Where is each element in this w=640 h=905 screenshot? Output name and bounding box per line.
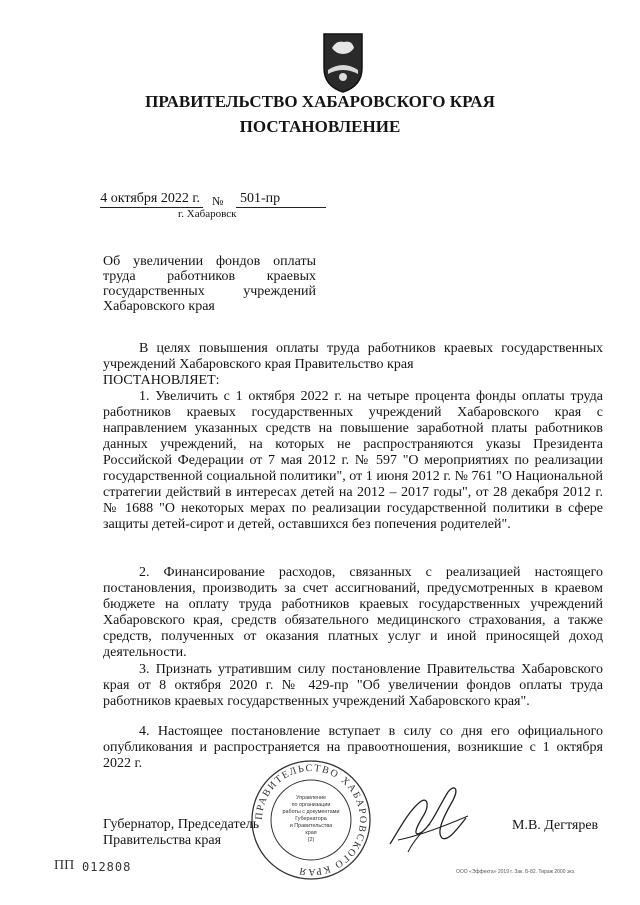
signatory-role-line2: Правительства края <box>103 833 222 848</box>
signatory-role <box>103 817 259 849</box>
number-sign: № <box>212 194 224 208</box>
doc-date: 4 октября 2022 г. <box>100 191 200 206</box>
resolve-word: ПОСТАНОВЛЯЕТ: <box>103 373 220 388</box>
seal-line: по организации <box>291 802 331 808</box>
number-underline <box>236 207 326 208</box>
signatory-role-line1: Губернатор, Председатель <box>103 817 260 832</box>
seal-ring-text: ПРАВИТЕЛЬСТВО ХАБАРОВСКОГО КРАЯ <box>253 762 369 878</box>
seal-line: работы с документами <box>282 809 340 815</box>
seal-line: (2) <box>307 837 315 843</box>
coat-of-arms-icon <box>320 30 366 94</box>
org-title: ПРАВИТЕЛЬСТВО ХАБАРОВСКОГО КРАЯ <box>145 92 495 111</box>
doc-number: 501-пр <box>240 191 281 206</box>
seal-line: края <box>305 830 317 836</box>
seal-line: и Правительства <box>289 823 333 829</box>
seal-line: Управление <box>296 795 326 801</box>
doc-city: г. Хабаровск <box>178 208 237 220</box>
doc-type: ПОСТАНОВЛЕНИЕ <box>239 117 401 136</box>
signatory-name: М.В. Дегтярев <box>512 818 599 833</box>
handwritten-signature <box>378 778 478 862</box>
printer-imprint: ООО «Эффекта» 2019 г. Зак. Б-82. Тираж 2000 экз. <box>456 869 576 875</box>
preamble: В целях повышения оплаты труда работников краевых государственных учреждений Хабаровского края Правительство края <box>103 341 603 372</box>
serial-number: 012808 <box>82 860 132 874</box>
serial-prefix: ПП <box>54 858 75 873</box>
item-1: 1. Увеличить с 1 октября 2022 г. на четыре процента фонды оплаты труда работников краевых государственных учреждений Хабаровского края с направлением указанных средств на повышение заработной платы работников данных учреждений, на которых не распространяются указы Президента Российской Федерации от 7 мая 2012 г. № 597 "О мероприятиях по реализации государственной социальной политики", от 1 июня 2012 г. № 761 "О Национальной стратегии действий в интересах детей на 2012 – 2017 годы", от 28 декабря 2012 г. № 1688 "О некоторых мерах по реализации государственной политики в сфере защиты детей-сирот и детей, оставшихся без попечения родителей". <box>103 389 603 532</box>
seal-line: Губернатора <box>295 816 327 822</box>
item-4: 4. Настоящее постановление вступает в силу со дня его официального опубликования и распространяется на правоотношения, возникшие с 1 октября 2022 г. <box>103 724 603 771</box>
official-seal <box>249 758 373 882</box>
doc-subject: Об увеличении фондов оплаты труда работников краевых государственных учреждений Хабаровского края <box>103 254 316 314</box>
item-2: 2. Финансирование расходов, связанных с реализацией настоящего постановления, производить за счет ассигнований, предусмотренных в краевом бюджете на оплату труда работников краевых государственных учреждений Хабаровского края, средств обязательного медицинского страхования, а также средств, полученных от оказания платных услуг и иной приносящей доход деятельности. <box>103 565 603 660</box>
item-3: 3. Признать утратившим силу постановление Правительства Хабаровского края от 8 октября 2020 г. № 429-пр "Об увеличении фондов оплаты труда работников краевых государственных учреждений Хабаровского края". <box>103 662 603 709</box>
